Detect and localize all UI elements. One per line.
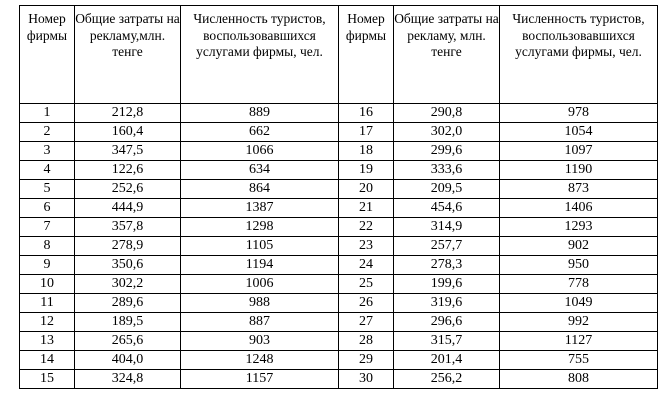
cell-ad-costs: 252,6 — [75, 180, 181, 199]
cell-ad-costs-2: 296,6 — [394, 313, 500, 332]
header-firm-number: Номер фирмы — [20, 6, 75, 104]
cell-tourist-count: 1157 — [181, 370, 339, 389]
cell-ad-costs: 347,5 — [75, 142, 181, 161]
cell-tourist-count-2: 902 — [500, 237, 658, 256]
table-row — [20, 180, 658, 199]
cell-ad-costs-2: 319,6 — [394, 294, 500, 313]
cell-ad-costs-2: 257,7 — [394, 237, 500, 256]
cell-tourist-count-2: 950 — [500, 256, 658, 275]
cell-tourist-count: 1105 — [181, 237, 339, 256]
cell-ad-costs: 265,6 — [75, 332, 181, 351]
cell-firm-number: 8 — [20, 237, 75, 256]
cell-ad-costs-2: 314,9 — [394, 218, 500, 237]
cell-ad-costs-2: 209,5 — [394, 180, 500, 199]
table-row — [20, 161, 658, 180]
cell-ad-costs: 444,9 — [75, 199, 181, 218]
cell-ad-costs-2: 302,0 — [394, 123, 500, 142]
table-body — [20, 104, 658, 389]
cell-firm-number-2: 25 — [339, 275, 394, 294]
cell-firm-number-2: 26 — [339, 294, 394, 313]
cell-tourist-count-2: 808 — [500, 370, 658, 389]
cell-tourist-count: 634 — [181, 161, 339, 180]
header-ad-costs: Общие затраты на рекламу,млн. тенге — [75, 6, 181, 104]
cell-firm-number-2: 27 — [339, 313, 394, 332]
cell-ad-costs-2: 315,7 — [394, 332, 500, 351]
cell-firm-number: 6 — [20, 199, 75, 218]
cell-tourist-count-2: 1406 — [500, 199, 658, 218]
cell-firm-number-2: 16 — [339, 104, 394, 123]
table-row — [20, 218, 658, 237]
cell-tourist-count: 864 — [181, 180, 339, 199]
cell-ad-costs: 404,0 — [75, 351, 181, 370]
cell-tourist-count: 1248 — [181, 351, 339, 370]
table-row — [20, 256, 658, 275]
cell-firm-number-2: 21 — [339, 199, 394, 218]
cell-tourist-count-2: 1190 — [500, 161, 658, 180]
table-row — [20, 332, 658, 351]
cell-ad-costs-2: 256,2 — [394, 370, 500, 389]
table-row — [20, 370, 658, 389]
cell-tourist-count: 1194 — [181, 256, 339, 275]
cell-tourist-count: 889 — [181, 104, 339, 123]
header-firm-number-2: Номер фирмы — [339, 6, 394, 104]
cell-tourist-count: 1387 — [181, 199, 339, 218]
cell-tourist-count: 988 — [181, 294, 339, 313]
table-row — [20, 313, 658, 332]
cell-ad-costs-2: 201,4 — [394, 351, 500, 370]
cell-firm-number: 14 — [20, 351, 75, 370]
cell-firm-number-2: 24 — [339, 256, 394, 275]
cell-ad-costs-2: 333,6 — [394, 161, 500, 180]
cell-ad-costs: 302,2 — [75, 275, 181, 294]
cell-firm-number: 13 — [20, 332, 75, 351]
cell-tourist-count: 1066 — [181, 142, 339, 161]
cell-tourist-count-2: 1097 — [500, 142, 658, 161]
cell-ad-costs: 122,6 — [75, 161, 181, 180]
cell-firm-number: 11 — [20, 294, 75, 313]
cell-firm-number: 7 — [20, 218, 75, 237]
cell-tourist-count-2: 778 — [500, 275, 658, 294]
cell-tourist-count: 887 — [181, 313, 339, 332]
cell-tourist-count: 662 — [181, 123, 339, 142]
cell-firm-number: 2 — [20, 123, 75, 142]
table-row — [20, 275, 658, 294]
cell-firm-number-2: 30 — [339, 370, 394, 389]
cell-firm-number-2: 22 — [339, 218, 394, 237]
cell-firm-number: 4 — [20, 161, 75, 180]
cell-tourist-count-2: 1127 — [500, 332, 658, 351]
cell-firm-number: 9 — [20, 256, 75, 275]
cell-ad-costs-2: 278,3 — [394, 256, 500, 275]
cell-firm-number-2: 28 — [339, 332, 394, 351]
cell-tourist-count-2: 1054 — [500, 123, 658, 142]
cell-tourist-count-2: 1049 — [500, 294, 658, 313]
cell-ad-costs: 324,8 — [75, 370, 181, 389]
table-row — [20, 199, 658, 218]
header-ad-costs-2: Общие затраты на рекламу, млн. тенге — [394, 6, 500, 104]
cell-firm-number: 3 — [20, 142, 75, 161]
cell-firm-number-2: 18 — [339, 142, 394, 161]
cell-firm-number: 12 — [20, 313, 75, 332]
table-row — [20, 123, 658, 142]
cell-firm-number: 5 — [20, 180, 75, 199]
cell-ad-costs-2: 454,6 — [394, 199, 500, 218]
cell-ad-costs: 189,5 — [75, 313, 181, 332]
cell-tourist-count-2: 873 — [500, 180, 658, 199]
cell-tourist-count: 1298 — [181, 218, 339, 237]
cell-tourist-count: 903 — [181, 332, 339, 351]
cell-firm-number-2: 20 — [339, 180, 394, 199]
cell-firm-number-2: 23 — [339, 237, 394, 256]
cell-tourist-count-2: 992 — [500, 313, 658, 332]
table-row — [20, 351, 658, 370]
cell-firm-number-2: 29 — [339, 351, 394, 370]
table-row — [20, 104, 658, 123]
cell-ad-costs: 289,6 — [75, 294, 181, 313]
cell-tourist-count-2: 978 — [500, 104, 658, 123]
cell-firm-number-2: 19 — [339, 161, 394, 180]
cell-firm-number: 1 — [20, 104, 75, 123]
cell-tourist-count-2: 755 — [500, 351, 658, 370]
firms-data-table — [19, 5, 658, 389]
cell-ad-costs: 357,8 — [75, 218, 181, 237]
cell-ad-costs: 212,8 — [75, 104, 181, 123]
header-tourist-count-2: Численность туристов, воспользовавшихся услугами фирмы, чел. — [500, 6, 658, 104]
cell-tourist-count: 1006 — [181, 275, 339, 294]
cell-firm-number-2: 17 — [339, 123, 394, 142]
cell-tourist-count-2: 1293 — [500, 218, 658, 237]
cell-ad-costs-2: 199,6 — [394, 275, 500, 294]
table-row — [20, 237, 658, 256]
cell-ad-costs: 350,6 — [75, 256, 181, 275]
cell-firm-number: 10 — [20, 275, 75, 294]
cell-ad-costs: 278,9 — [75, 237, 181, 256]
table-row — [20, 142, 658, 161]
cell-ad-costs-2: 290,8 — [394, 104, 500, 123]
table-row — [20, 294, 658, 313]
cell-ad-costs-2: 299,6 — [394, 142, 500, 161]
header-tourist-count: Численность туристов, воспользовавшихся услугами фирмы, чел. — [181, 6, 339, 104]
cell-firm-number: 15 — [20, 370, 75, 389]
header-row — [20, 6, 658, 104]
cell-ad-costs: 160,4 — [75, 123, 181, 142]
